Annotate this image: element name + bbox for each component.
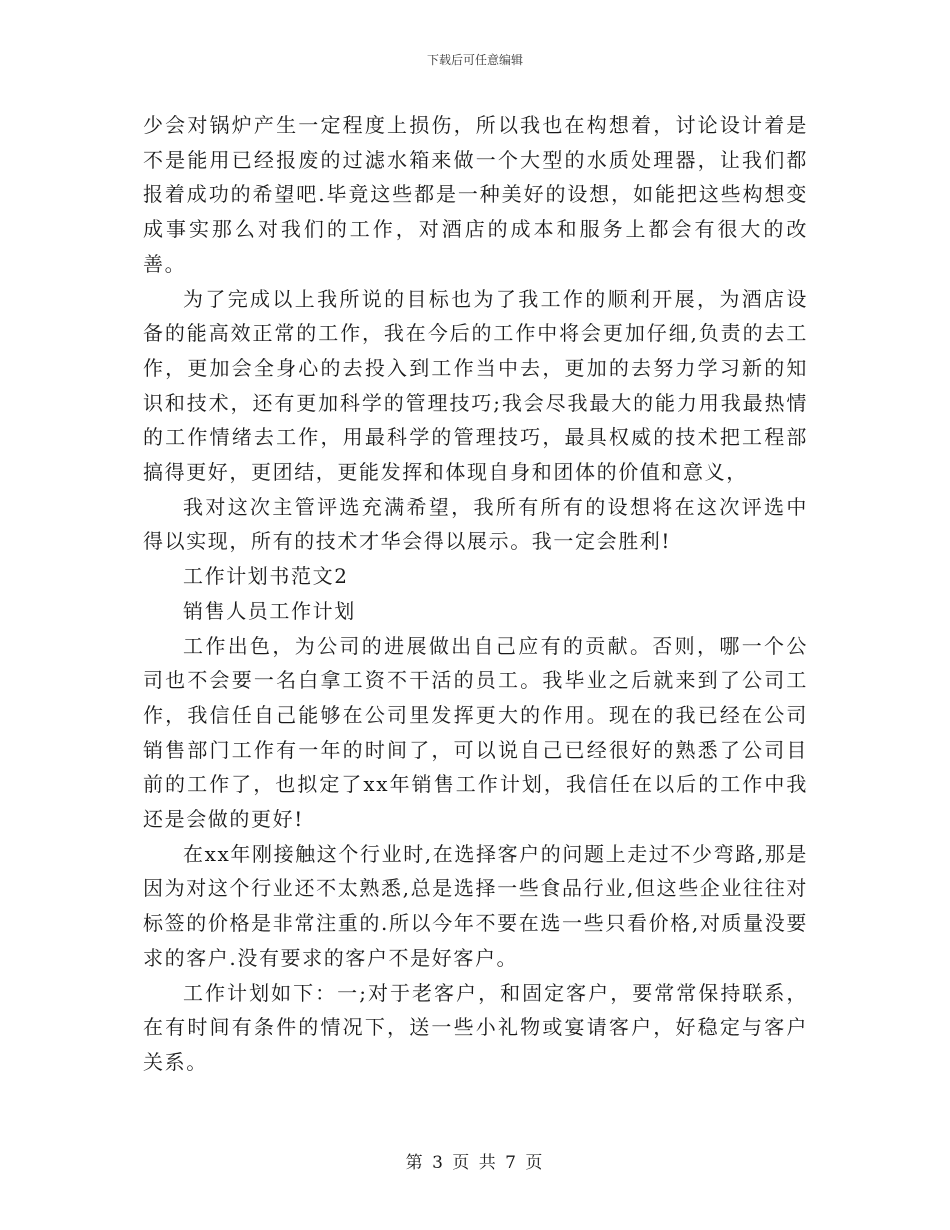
paragraph-2: 为了完成以上我所说的目标也为了我工作的顺利开展，为酒店设备的能高效正常的工作，我在今后的工作中将会更加仔细,负责的去工作，更加会全身心的去投入到工作当中去，更加的去努力学习新的知识和技术，还有更加科学的管理技巧;我会尽我最大的能力用我最热情的工作情绪去工作，用最科学的管理技巧，最具权威的技术把工程部搞得更好，更团结，更能发挥和体现自身和团体的价值和意义， bbox=[143, 286, 808, 485]
paragraph-6: 工作出色，为公司的进展做出自己应有的贡献。否则，哪一个公司也不会要一名白拿工资不干活的员工。我毕业之后就来到了公司工作，我信任自己能够在公司里发挥更大的作用。现在的我已经在公司销售部门工作有一年的时间了，可以说自己已经很好的熟悉了公司目前的工作了，也拟定了xx年销售工作计划，我信任在以后的工作中我还是会做的更好! bbox=[143, 633, 808, 832]
paragraph-8: 工作计划如下：一;对于老客户，和固定客户，要常常保持联系，在有时间有条件的情况下，送一些小礼物或宴请客户，好稳定与客户关系。 bbox=[143, 980, 808, 1074]
paragraph-7: 在xx年刚接触这个行业时,在选择客户的问题上走过不少弯路,那是因为对这个行业还不太熟悉,总是选择一些食品行业,但这些企业往往对标签的价格是非常注重的.所以今年不要在选一些只看价格,对质量没要求的客户.没有要求的客户不是好客户。 bbox=[143, 841, 808, 970]
document-body bbox=[143, 108, 808, 1080]
paragraph-3: 我对这次主管评选充满希望，我所有所有的设想将在这次评选中得以实现，所有的技术才华会得以展示。我一定会胜利! bbox=[143, 494, 808, 554]
page-header: 下载后可任意编辑 bbox=[426, 53, 523, 67]
page-number: 第 3 页 共 7 页 bbox=[405, 1153, 545, 1173]
section-subtitle: 销售人员工作计划 bbox=[183, 598, 356, 623]
section-title: 工作计划书范文2 bbox=[183, 564, 349, 589]
paragraph-1: 少会对锅炉产生一定程度上损伤，所以我也在构想着，讨论设计着是不是能用已经报废的过滤水箱来做一个大型的水质处理器，让我们都报着成功的希望吧.毕竟这些都是一种美好的设想，如能把这些构想变成事实那么对我们的工作，对酒店的成本和服务上都会有很大的改善。 bbox=[143, 113, 808, 276]
